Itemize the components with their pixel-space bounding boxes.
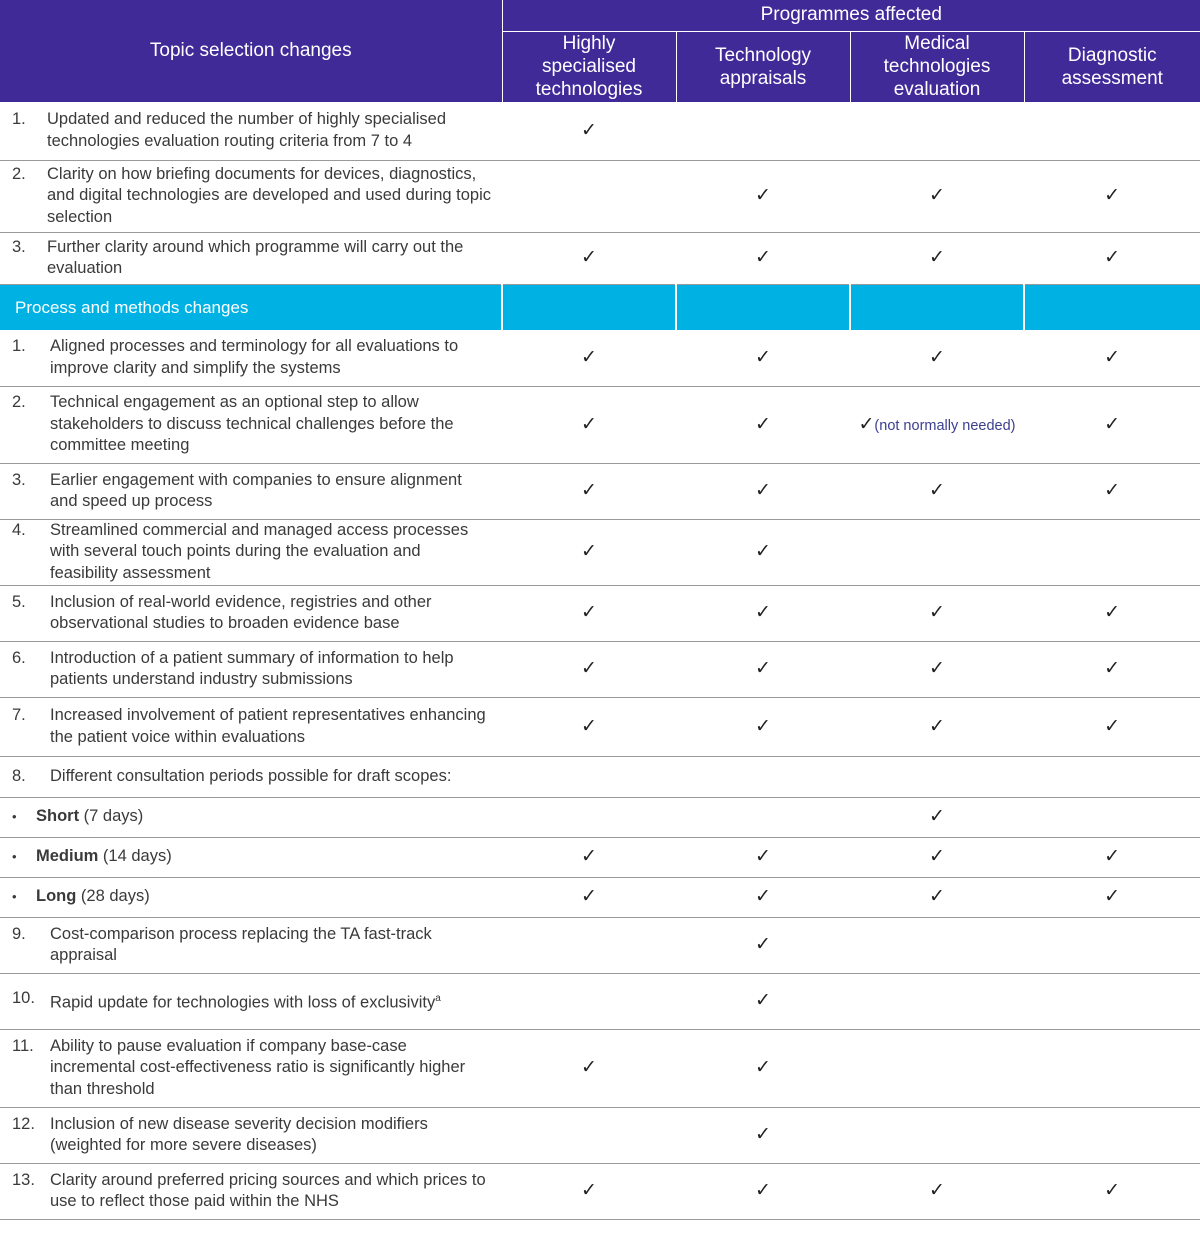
row-description — [0, 160, 502, 232]
check-cell — [1024, 877, 1200, 917]
table-row — [0, 1029, 1200, 1107]
check-cell — [676, 1107, 850, 1163]
check-cell — [850, 756, 1024, 797]
check-icon: ✓ — [755, 1180, 771, 1202]
check-cell — [502, 232, 676, 284]
check-icon: ✓ — [755, 413, 771, 435]
table-row — [0, 917, 1200, 973]
check-icon: ✓ — [581, 602, 597, 624]
check-cell — [1024, 973, 1200, 1029]
check-cell — [850, 797, 1024, 837]
period-days: (7 days) — [79, 807, 144, 826]
check-cell — [850, 330, 1024, 386]
check-cell — [676, 1029, 850, 1107]
check-icon: ✓ — [1104, 480, 1120, 502]
check-icon: ✓ — [755, 846, 771, 868]
table-row — [0, 797, 1200, 837]
row-number: 8. — [12, 766, 26, 785]
check-cell — [850, 386, 1024, 463]
check-cell — [676, 697, 850, 756]
check-cell — [1024, 519, 1200, 585]
check-icon: ✓ — [755, 658, 771, 680]
check-cell — [502, 330, 676, 386]
row-description — [0, 917, 502, 973]
check-icon: ✓ — [1104, 602, 1120, 624]
check-cell — [850, 1163, 1024, 1219]
check-cell — [850, 1107, 1024, 1163]
table-row — [0, 463, 1200, 519]
row-number: 3. — [12, 470, 26, 489]
check-cell — [676, 386, 850, 463]
check-icon: ✓ — [581, 347, 597, 368]
check-cell — [1024, 756, 1200, 797]
check-cell — [850, 641, 1024, 697]
check-cell — [502, 463, 676, 519]
row-description — [0, 877, 502, 917]
check-icon: ✓ — [929, 886, 945, 908]
check-cell — [502, 585, 676, 641]
check-cell — [502, 386, 676, 463]
row-description — [0, 102, 502, 160]
period-days: (28 days) — [76, 887, 150, 906]
section-cell — [850, 284, 1024, 330]
check-icon: ✓ — [1104, 185, 1120, 207]
check-icon: ✓ — [929, 480, 945, 502]
row-text: Technical engagement as an optional step to allow stakeholders to discuss technical challenges before the committee meeting — [50, 393, 454, 455]
check-icon: ✓ — [755, 715, 771, 737]
row-text: Ability to pause evaluation if company base-case incremental cost-effectiveness ratio is significantly higher than threshold — [50, 1036, 466, 1098]
check-icon: ✓ — [581, 658, 597, 680]
row-number: 1. — [12, 110, 26, 129]
row-description — [0, 585, 502, 641]
check-cell — [1024, 837, 1200, 877]
row-number: 13. — [12, 1170, 35, 1189]
check-cell — [1024, 917, 1200, 973]
row-text: Aligned processes and terminology for all evaluations to improve clarity and simplify the systems — [50, 337, 459, 377]
check-cell — [1024, 463, 1200, 519]
check-icon: ✓ — [1104, 846, 1120, 868]
check-cell — [1024, 1107, 1200, 1163]
check-cell — [502, 973, 676, 1029]
row-number: 5. — [12, 592, 26, 611]
check-icon: ✓ — [581, 1057, 597, 1079]
table-row — [0, 837, 1200, 877]
check-cell — [850, 877, 1024, 917]
programme-header-line: technologies — [883, 56, 991, 78]
check-cell — [850, 697, 1024, 756]
check-cell — [502, 917, 676, 973]
check-icon: ✓ — [581, 247, 597, 269]
check-cell — [850, 519, 1024, 585]
programme-header-line: specialised — [542, 56, 636, 78]
check-cell — [676, 232, 850, 284]
check-icon: ✓ — [581, 1180, 597, 1202]
table-row — [0, 519, 1200, 585]
programme-header-line: Diagnostic — [1067, 44, 1157, 66]
check-cell — [1024, 330, 1200, 386]
check-cell — [502, 1029, 676, 1107]
check-icon: ✓ — [1104, 413, 1120, 435]
check-cell — [676, 973, 850, 1029]
check-icon: ✓ — [755, 185, 771, 207]
footnote-marker: a — [435, 993, 441, 1004]
check-icon: ✓ — [929, 846, 945, 868]
check-cell — [676, 585, 850, 641]
check-icon: ✓ — [1104, 347, 1120, 368]
row-number: 4. — [12, 520, 26, 539]
check-cell — [1024, 585, 1200, 641]
period-name: Medium — [36, 847, 99, 866]
check-cell — [502, 837, 676, 877]
check-cell — [850, 463, 1024, 519]
row-description — [0, 797, 502, 837]
check-cell — [676, 641, 850, 697]
row-number: 9. — [12, 924, 26, 943]
check-icon: ✓ — [581, 715, 597, 737]
programme-header-line: Technology — [714, 44, 812, 66]
row-text: Updated and reduced the number of highly specialised technologies evaluation routing criteria from 7 to 4 — [47, 110, 447, 150]
row-description — [0, 1029, 502, 1107]
check-cell — [502, 519, 676, 585]
check-cell — [850, 917, 1024, 973]
check-cell — [676, 519, 850, 585]
programme-header-line: technologies — [535, 79, 643, 101]
check-icon: ✓ — [755, 934, 771, 956]
programmes-affected-header: Programmes affected — [502, 0, 1200, 31]
check-cell — [502, 756, 676, 797]
row-text: Streamlined commercial and managed access processes with several touch points during the evaluation and feasibility assessment — [50, 520, 469, 582]
row-number: 1. — [12, 337, 26, 356]
check-cell — [850, 837, 1024, 877]
check-icon: ✓ — [581, 413, 597, 435]
check-icon: ✓ — [755, 541, 771, 563]
check-cell — [850, 585, 1024, 641]
bullet-icon: • — [12, 889, 17, 905]
programme-header-1 — [676, 31, 850, 102]
check-cell — [850, 1029, 1024, 1107]
table-row — [0, 973, 1200, 1029]
check-cell — [502, 797, 676, 837]
row-text: Earlier engagement with companies to ensure alignment and speed up process — [50, 470, 462, 510]
check-cell — [1024, 232, 1200, 284]
row-text: Rapid update for technologies with loss of exclusivity$^a$ — [50, 993, 441, 1012]
check-cell — [676, 102, 850, 160]
check-icon: ✓ — [1104, 1180, 1120, 1202]
check-icon: ✓ — [1104, 715, 1120, 737]
check-cell — [1024, 1029, 1200, 1107]
check-cell — [502, 877, 676, 917]
check-icon: ✓ — [929, 347, 945, 368]
table-row — [0, 641, 1200, 697]
row-text: Introduction of a patient summary of information to help patients understand industry submissions — [50, 648, 454, 688]
programme-header-line: appraisals — [719, 67, 807, 89]
programme-header-line: Medical — [904, 33, 970, 55]
check-icon: ✓ — [581, 541, 597, 563]
row-description — [0, 232, 502, 284]
check-icon: ✓ — [929, 806, 945, 828]
check-icon: ✓ — [755, 886, 771, 908]
table-row — [0, 232, 1200, 284]
check-cell — [502, 1163, 676, 1219]
programme-header-3 — [1024, 31, 1200, 102]
check-icon: ✓ — [581, 480, 597, 502]
check-cell — [502, 641, 676, 697]
row-description — [0, 756, 502, 797]
period-days: (14 days) — [98, 847, 172, 866]
check-icon: ✓ — [581, 846, 597, 868]
table-row — [0, 160, 1200, 232]
check-icon: ✓ — [929, 1180, 945, 1202]
row-description — [0, 519, 502, 585]
section-title: Process and methods changes — [0, 284, 502, 330]
check-icon: ✓ — [1104, 247, 1120, 269]
row-text: Clarity on how briefing documents for devices, diagnostics, and digital technologies are developed and used during topic selection — [47, 164, 491, 226]
row-number: 10. — [12, 989, 35, 1007]
check-cell — [850, 973, 1024, 1029]
row-text: Increased involvement of patient representatives enhancing the patient voice within evaluations — [50, 706, 486, 746]
row-description — [0, 386, 502, 463]
check-icon: ✓ — [1104, 886, 1120, 908]
table-row — [0, 697, 1200, 756]
check-cell — [1024, 1163, 1200, 1219]
row-text: Inclusion of new disease severity decision modifiers (weighted for more severe diseases) — [50, 1114, 428, 1154]
programme-header-2 — [850, 31, 1024, 102]
table-row — [0, 330, 1200, 386]
table-row — [0, 1107, 1200, 1163]
programme-header-line: evaluation — [893, 79, 981, 101]
check-cell — [676, 917, 850, 973]
programme-header-line: Highly — [562, 33, 616, 55]
check-cell — [676, 797, 850, 837]
row-description — [0, 463, 502, 519]
check-cell — [850, 102, 1024, 160]
check-cell — [1024, 697, 1200, 756]
row-number: 6. — [12, 648, 26, 667]
check-icon: ✓ — [581, 120, 597, 141]
section-cell — [676, 284, 850, 330]
period-name: Long — [36, 887, 77, 906]
check-icon: ✓ — [755, 347, 771, 368]
row-text: Inclusion of real-world evidence, registries and other observational studies to broaden evidence base — [50, 592, 432, 632]
row-number: 2. — [12, 164, 26, 183]
programme-header-0 — [502, 31, 676, 102]
check-icon: ✓ — [755, 990, 771, 1012]
row-number: 11. — [12, 1036, 34, 1055]
section-cell — [502, 284, 676, 330]
row-description — [0, 1107, 502, 1163]
check-cell — [1024, 160, 1200, 232]
check-cell — [676, 330, 850, 386]
topic-selection-header: Topic selection changes — [0, 0, 502, 102]
section-cell — [1024, 284, 1200, 330]
row-description — [0, 973, 502, 1029]
check-cell — [502, 697, 676, 756]
row-description — [0, 330, 502, 386]
check-icon: ✓ — [755, 480, 771, 502]
row-text: Further clarity around which programme will carry out the evaluation — [47, 237, 464, 277]
table-row — [0, 1163, 1200, 1219]
check-note: (not normally needed) — [874, 417, 1016, 434]
table-row — [0, 877, 1200, 917]
check-cell — [1024, 797, 1200, 837]
check-icon: ✓ — [755, 1057, 771, 1079]
row-number: 3. — [12, 237, 26, 256]
check-icon: ✓ — [755, 1124, 771, 1146]
section-header-row — [0, 284, 1200, 330]
check-icon: ✓ — [755, 247, 771, 269]
check-icon: ✓ — [929, 602, 945, 624]
table-row — [0, 756, 1200, 797]
row-text: Different consultation periods possible for draft scopes: — [50, 766, 452, 785]
bullet-icon: • — [12, 849, 17, 865]
check-cell — [850, 232, 1024, 284]
row-number: 12. — [12, 1114, 35, 1133]
table-row — [0, 386, 1200, 463]
check-cell — [1024, 641, 1200, 697]
check-cell — [502, 1107, 676, 1163]
programme-header-line: assessment — [1061, 67, 1163, 89]
bullet-icon: • — [12, 809, 17, 825]
check-cell — [676, 463, 850, 519]
check-icon: ✓ — [929, 658, 945, 680]
row-number: 2. — [12, 393, 26, 412]
check-icon: ✓ — [1104, 658, 1120, 680]
table-row — [0, 585, 1200, 641]
check-cell — [676, 877, 850, 917]
check-cell — [676, 837, 850, 877]
row-description — [0, 1163, 502, 1219]
check-cell — [676, 160, 850, 232]
check-cell — [850, 160, 1024, 232]
check-cell — [502, 102, 676, 160]
check-cell — [1024, 102, 1200, 160]
row-description — [0, 697, 502, 756]
check-cell — [676, 756, 850, 797]
check-cell — [676, 1163, 850, 1219]
row-text: Clarity around preferred pricing sources and which prices to use to reflect those paid within the NHS — [50, 1170, 486, 1210]
table-row — [0, 102, 1200, 160]
check-icon: ✓ — [858, 413, 875, 435]
check-cell — [502, 160, 676, 232]
period-name: Short — [36, 807, 80, 826]
check-icon: ✓ — [929, 185, 945, 207]
check-icon: ✓ — [929, 247, 945, 269]
row-description — [0, 837, 502, 877]
check-cell — [1024, 386, 1200, 463]
row-description — [0, 641, 502, 697]
check-icon: ✓ — [929, 715, 945, 737]
row-number: 7. — [12, 706, 26, 724]
check-icon: ✓ — [755, 602, 771, 624]
row-text: Cost-comparison process replacing the TA fast-track appraisal — [50, 924, 432, 964]
check-icon: ✓ — [581, 886, 597, 908]
